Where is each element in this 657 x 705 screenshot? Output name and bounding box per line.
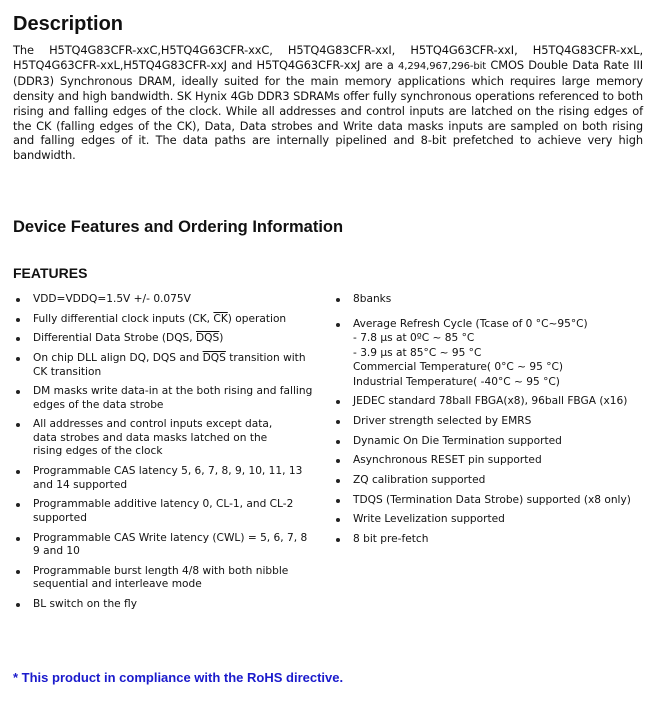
dqs-bar: $\overline{DQS}$ (196, 332, 220, 345)
feature-tdqs: TDQS (Termination Data Strobe) supported (x8 only) (336, 494, 646, 508)
feature-burst-length: Programmable burst length 4/8 with both nibble sequential and interleave mode (16, 565, 316, 592)
feature-cas-write-latency: Programmable CAS Write latency (CWL) = 5, 6, 7, 8 9 and 10 (16, 532, 316, 559)
feature-zq: ZQ calibration supported (336, 474, 646, 488)
features-section-heading: Device Features and Ordering Information (13, 218, 344, 236)
feature-addresses: All addresses and control inputs except data, data strobes and data masks latched on the rising edges of the clock (16, 418, 316, 459)
description-text-b: CMOS Double Data Rate III (DDR3) Synchronous DRAM, ideally suited for the main memory applications which requires large memory density and high bandwidth. SK Hynix 4Gb DDR3 SDRAMs offer fully synchronous operations referenced to both rising and falling edges of the clock. While all addresses and control inputs are latched on the rising edges of the CK (falling edges of the CK), Data, Data strobes and Write data masks inputs are sampled on both rising and falling edges of it. The data paths are internally pipelined and 8-bit prefetched to achieve very high bandwidth. (13, 57, 643, 162)
feature-dll: On chip DLL align DQ, DQS and $\overline{DQS}$ transition with CK transition (16, 352, 316, 379)
feature-odt: Dynamic On Die Termination supported (336, 435, 646, 449)
feature-jedec: JEDEC standard 78ball FBGA(x8), 96ball FBGA (x16) (336, 395, 646, 409)
ck-bar: $\overline{CK}$ (213, 312, 228, 325)
features-subheading: FEATURES (13, 265, 88, 281)
feature-banks: 8banks (336, 293, 646, 307)
description-text-a: The H5TQ4G83CFR-xxC,H5TQ4G63CFR-xxC, H5TQ4G83CFR-xxI, H5TQ4G63CFR-xxI, H5TQ4G83CFR-xxL, H5TQ4G63CFR-xxL,H5TQ4G83CFR-xxJ and H5TQ4G63CFR-xxJ are a (13, 43, 643, 72)
feature-reset: Asynchronous RESET pin supported (336, 454, 646, 468)
description-paragraph (13, 43, 643, 163)
feature-refresh: Average Refresh Cycle (Tcase of 0 °C~95°C) - 7.8 µs at 0ºC ~ 85 °C - 3.9 µs at 85°C ~ 95 °C Commercial Temperature( 0°C ~ 95 °C) Industrial Temperature( -40°C ~ 95 °C) (336, 318, 646, 390)
feature-bl-switch: BL switch on the fly (16, 598, 316, 612)
feature-data-strobe: Differential Data Strobe (DQS, $\overline{DQS}$) (16, 332, 316, 346)
feature-cas-latency: Programmable CAS latency 5, 6, 7, 8, 9, 10, 11, 13 and 14 supported (16, 465, 316, 492)
feature-additive-latency: Programmable additive latency 0, CL-1, and CL-2 supported (16, 498, 316, 525)
feature-vdd: VDD=VDDQ=1.5V +/- 0.075V (16, 293, 316, 307)
features-list-left (16, 293, 316, 618)
bit-count: 4,294,967,296-bit (398, 60, 487, 72)
feature-prefetch: 8 bit pre-fetch (336, 533, 646, 547)
dqs-bar-dll: $\overline{DQS}$ (202, 352, 226, 365)
feature-write-leveling: Write Levelization supported (336, 513, 646, 527)
feature-dm: DM masks write data-in at the both rising and falling edges of the data strobe (16, 385, 316, 412)
features-list-right (336, 293, 646, 553)
description-heading: Description (13, 13, 124, 35)
feature-driver-strength: Driver strength selected by EMRS (336, 415, 646, 429)
rohs-notice: * This product in compliance with the RoHS directive. (13, 670, 344, 685)
feature-clock-inputs: Fully differential clock inputs (CK, $\overline{CK}$) operation (16, 313, 316, 327)
